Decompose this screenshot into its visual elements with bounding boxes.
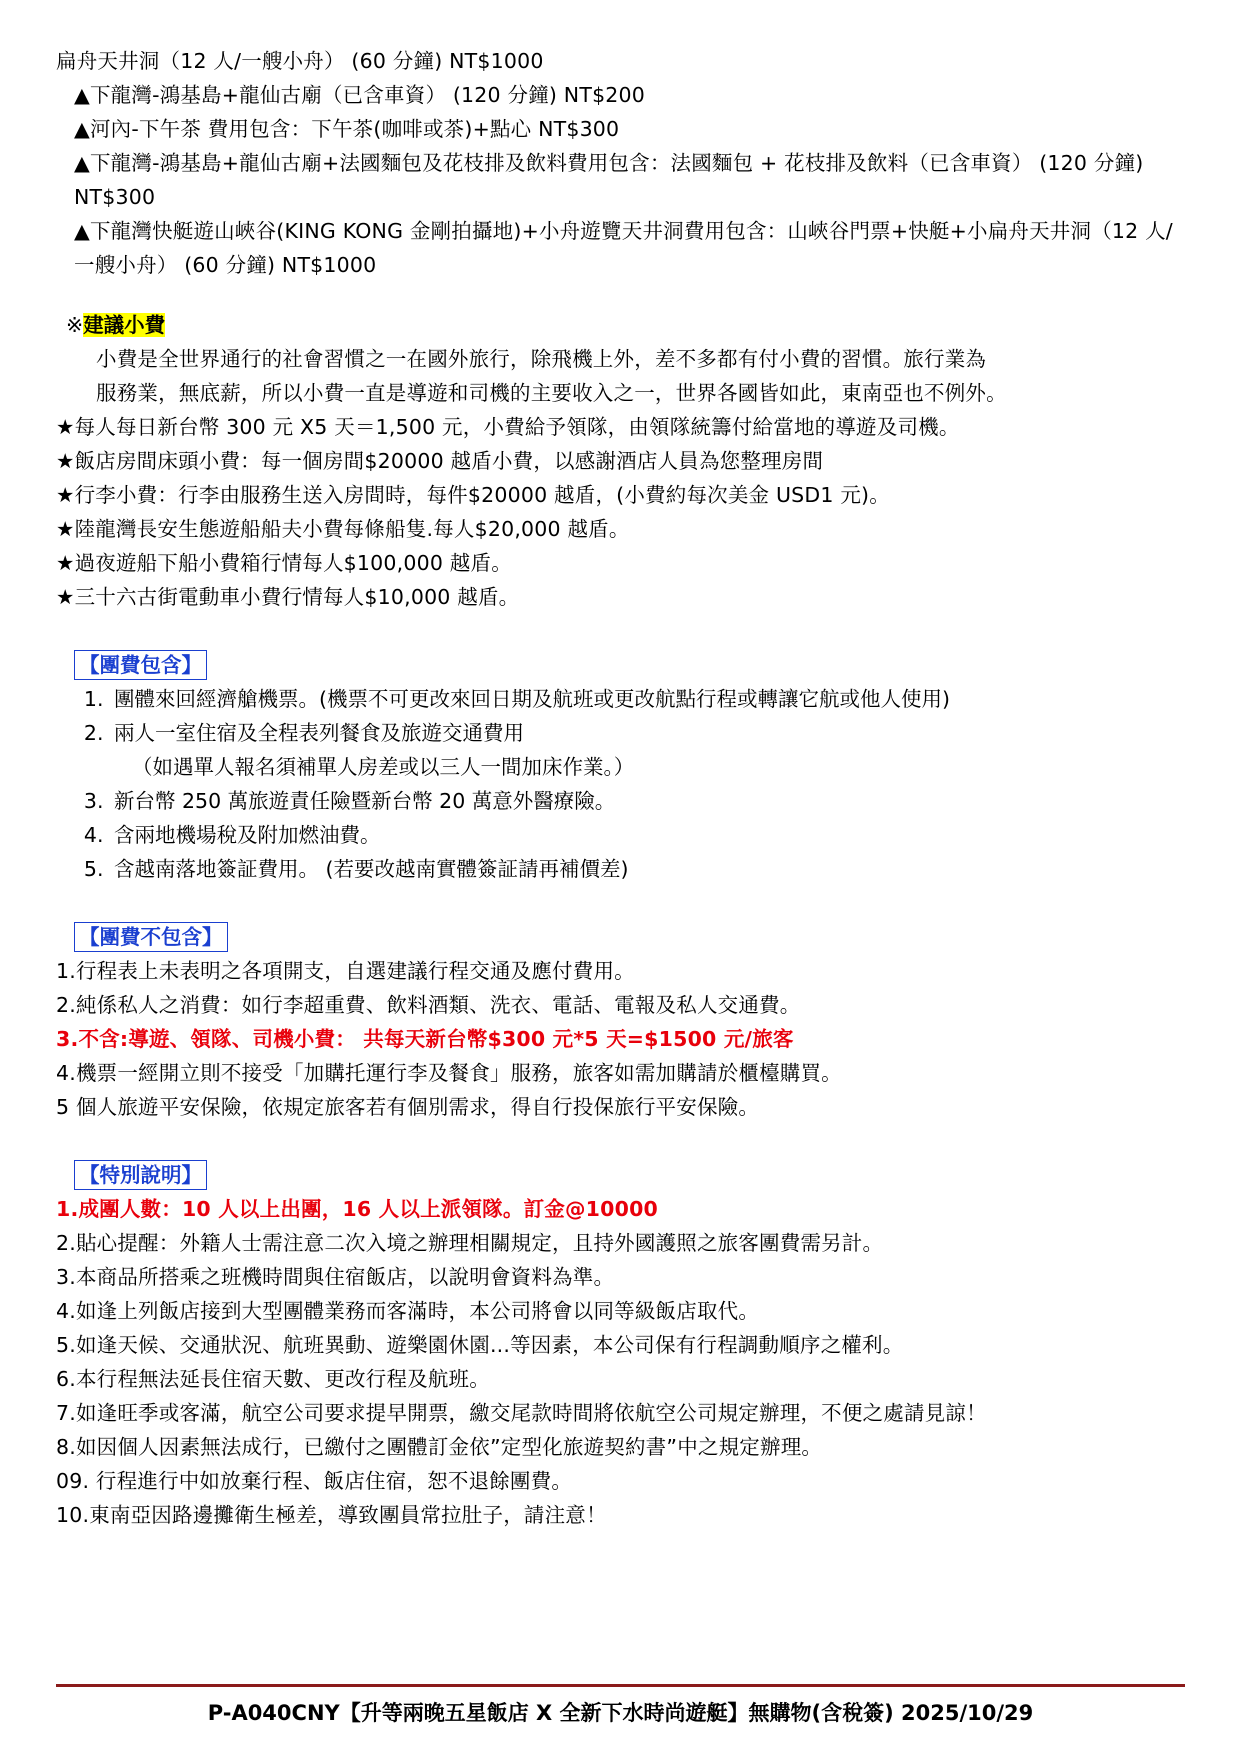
tips-item-4: ★過夜遊船下船小費箱行情每人$100,000 越盾。 [56, 551, 512, 575]
special-heading [56, 1158, 1185, 1192]
optional-item-1: ▲下龍灣-鴻基島+龍仙古廟（已含車資） (120 分鐘) NT$200 [74, 83, 646, 107]
footer-divider [56, 1684, 1185, 1687]
exclude-heading-label: 【團費不包含】 [74, 922, 228, 952]
tips-title: 建議小費 [83, 313, 166, 337]
special-item-3: 4.如逢上列飯店接到大型團體業務而客滿時，本公司將會以同等級飯店取代。 [56, 1299, 760, 1323]
page-footer [56, 1684, 1185, 1729]
exclude-item-0: 1.行程表上未表明之各項開支，自選建議行程交通及應付費用。 [56, 959, 635, 983]
tips-item-0: ★每人每日新台幣 300 元 X5 天＝1,500 元，小費給予領隊，由領隊統籌付給當地的導遊及司機。 [56, 415, 960, 439]
special-item-8: 09. 行程進行中如放棄行程、飯店住宿，恕不退餘團費。 [56, 1469, 573, 1493]
include-heading-label: 【團費包含】 [74, 650, 207, 680]
include-item-3: 4. 含兩地機場稅及附加燃油費。 [110, 818, 1185, 852]
include-list [56, 682, 1185, 750]
tips-marker: ※ [66, 313, 84, 337]
tips-heading [56, 308, 1185, 342]
optional-item-0: 扁舟天井洞（12 人/一艘小舟） (60 分鐘) NT$1000 [56, 49, 544, 73]
include-sub-note: （如遇單人報名須補單人房差或以三人一間加床作業。） [132, 755, 635, 779]
tips-item-2: ★行李小費：行李由服務生送入房間時，每件$20000 越盾，(小費約每次美金 USD1 元)。 [56, 483, 890, 507]
optional-items-block [56, 44, 1185, 282]
optional-item-2: ▲河內-下午茶 費用包含：下午茶(咖啡或茶)+點心 NT$300 [74, 117, 620, 141]
include-item-0: 1. 團體來回經濟艙機票。(機票不可更改來回日期及航班或更改航點行程或轉讓它航或他人使用) [110, 682, 1185, 716]
special-heading-label: 【特別說明】 [74, 1160, 207, 1190]
special-item-6: 7.如逢旺季或客滿，航空公司要求提早開票，繳交尾款時間將依航空公司規定辦理，不便之處請見諒！ [56, 1401, 987, 1425]
tips-item-5: ★三十六古街電動車小費行情每人$10,000 越盾。 [56, 585, 520, 609]
exclude-item-3: 4.機票一經開立則不接受「加購托運行李及餐食」服務，旅客如需加購請於櫃檯購買。 [56, 1061, 842, 1085]
special-item-9: 10.東南亞因路邊攤衛生極差，導致團員常拉肚子，請注意！ [56, 1503, 607, 1527]
tips-item-1: ★飯店房間床頭小費：每一個房間$20000 越盾小費，以感謝酒店人員為您整理房間 [56, 449, 824, 473]
special-item-7: 8.如因個人因素無法成行，已繳付之團體訂金依”定型化旅遊契約書”中之規定辦理。 [56, 1435, 823, 1459]
tips-item-3: ★陸龍灣長安生態遊船船夫小費每條船隻.每人$20,000 越盾。 [56, 517, 630, 541]
special-item-2: 3.本商品所搭乘之班機時間與住宿飯店，以說明會資料為準。 [56, 1265, 615, 1289]
exclude-heading [56, 920, 1185, 954]
include-item-1: 2. 兩人一室住宿及全程表列餐食及旅遊交通費用 [110, 716, 1185, 750]
optional-item-3: ▲下龍灣-鴻基島+龍仙古廟+法國麵包及花枝排及飲料費用包含：法國麵包 + 花枝排及飲料（已含車資） (120 分鐘) NT$300 [74, 151, 1151, 209]
special-item-5: 6.本行程無法延長住宿天數、更改行程及航班。 [56, 1367, 490, 1391]
include-heading [56, 648, 1185, 682]
exclude-item-1: 2.純係私人之消費：如行李超重費、飲料酒類、洗衣、電話、電報及私人交通費。 [56, 993, 801, 1017]
footer-text: P-A040CNY【升等兩晚五星飯店 X 全新下水時尚遊艇】無購物(含稅簽) 2025/10/29 [207, 1701, 1034, 1725]
exclude-item-2: 3.不含:導遊、領隊、司機小費： 共每天新台幣$300 元*5 天=$1500 元/旅客 [56, 1027, 794, 1051]
include-item-4: 5. 含越南落地簽証費用。 (若要改越南實體簽証請再補價差) [110, 852, 1185, 886]
include-item-2: 3. 新台幣 250 萬旅遊責任險暨新台幣 20 萬意外醫療險。 [110, 784, 1185, 818]
include-list-cont [56, 784, 1185, 886]
tips-paragraph-line-2: 服務業，無底薪，所以小費一直是導遊和司機的主要收入之一，世界各國皆如此，東南亞也不例外。 [96, 381, 1007, 405]
special-item-0: 1.成團人數：10 人以上出團，16 人以上派領隊。訂金@10000 [56, 1197, 658, 1221]
exclude-item-4: 5 個人旅遊平安保險，依規定旅客若有個別需求，得自行投保旅行平安保險。 [56, 1095, 760, 1119]
special-item-4: 5.如逢天候、交通狀況、航班異動、遊樂園休園...等因素，本公司保有行程調動順序之權利。 [56, 1333, 904, 1357]
special-item-1: 2.貼心提醒：外籍人士需注意二次入境之辦理相關規定，且持外國護照之旅客團費需另計。 [56, 1231, 884, 1255]
optional-item-4: ▲下龍灣快艇遊山峽谷(KING KONG 金剛拍攝地)+小舟遊覽天井洞費用包含：山峽谷門票+快艇+小扁舟天井洞（12 人/一艘小舟） (60 分鐘) NT$1000 [74, 219, 1173, 277]
tips-paragraph-line-1: 小費是全世界通行的社會習慣之一在國外旅行，除飛機上外，差不多都有付小費的習慣。旅行業為 [96, 347, 987, 371]
